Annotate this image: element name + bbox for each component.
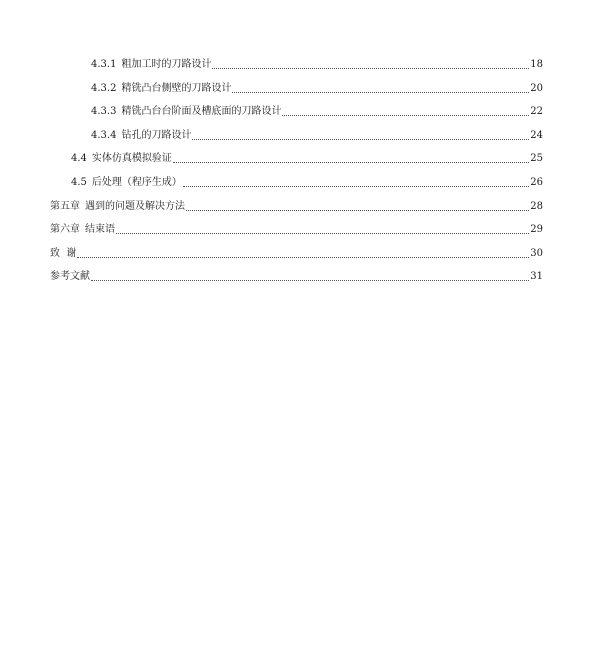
- toc-entry-title: 致 谢: [50, 248, 77, 259]
- toc-entry-acknowledgements[interactable]: [50, 247, 543, 261]
- toc-entry-number: 4.3.3: [91, 106, 117, 117]
- dot-leader: [282, 114, 529, 116]
- dot-leader: [77, 256, 529, 258]
- dot-leader: [183, 185, 529, 187]
- dot-leader: [212, 67, 529, 69]
- toc-entry-title: 精铣凸台台阶面及槽底面的刀路设计: [121, 106, 282, 117]
- toc-entry-chapter-6[interactable]: [50, 223, 543, 237]
- toc-entry-page: 18: [530, 59, 543, 70]
- toc-entry-number: 4.3.4: [91, 130, 117, 141]
- dot-leader: [116, 232, 529, 234]
- toc-entry-title: 实体仿真模拟验证: [91, 153, 172, 164]
- toc-entry-title: 遇到的问题及解决方法: [85, 201, 185, 212]
- toc-entry-page: 25: [530, 153, 543, 164]
- toc-entry-4-3-1[interactable]: [91, 58, 543, 72]
- toc-entry-page: 28: [530, 201, 543, 212]
- dot-leader: [186, 209, 529, 211]
- toc-entry-4-5[interactable]: [71, 176, 543, 190]
- toc-entry-number: 4.3.1: [91, 59, 117, 70]
- dot-leader: [173, 161, 529, 163]
- toc-entry-page: 20: [530, 83, 543, 94]
- toc-entry-page: 31: [530, 271, 543, 282]
- dot-leader: [192, 138, 529, 140]
- toc-entry-title: 钻孔的刀路设计: [121, 130, 192, 141]
- toc-entry-chapter-5[interactable]: [50, 200, 543, 214]
- toc-entry-number: 第五章: [50, 201, 80, 212]
- toc-entry-title: 精铣凸台侧壁的刀路设计: [121, 83, 232, 94]
- toc-entry-page: 30: [530, 248, 543, 259]
- toc-entry-page: 29: [530, 224, 543, 235]
- toc-entry-title: 结束语: [85, 224, 115, 235]
- toc-entry-title: 参考文献: [50, 271, 90, 282]
- toc-entry-number: 第六章: [50, 224, 80, 235]
- toc-entry-title: 后处理（程序生成）: [91, 177, 182, 188]
- toc-entry-4-3-4[interactable]: [91, 129, 543, 143]
- dot-leader: [232, 91, 529, 93]
- toc-entry-number: 4.4: [71, 153, 87, 164]
- toc-entry-number: 4.3.2: [91, 83, 117, 94]
- toc-entry-4-3-3[interactable]: [91, 105, 543, 119]
- toc-entry-page: 24: [530, 130, 543, 141]
- toc-entry-page: 26: [530, 177, 543, 188]
- toc-entry-title: 粗加工时的刀路设计: [121, 59, 212, 70]
- toc-entry-number: 4.5: [71, 177, 87, 188]
- toc-entry-4-4[interactable]: [71, 152, 543, 166]
- toc-entry-references[interactable]: [50, 270, 543, 284]
- toc-entry-4-3-2[interactable]: [91, 82, 543, 96]
- dot-leader: [91, 279, 529, 281]
- toc-entry-page: 22: [530, 106, 543, 117]
